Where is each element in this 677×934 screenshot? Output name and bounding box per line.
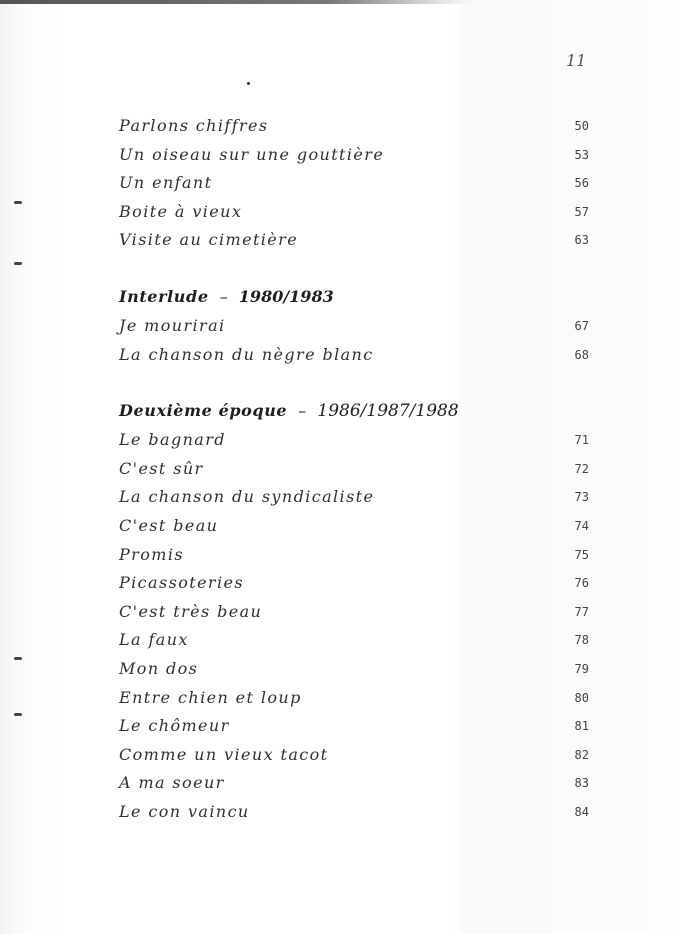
toc-entry-title: Mon dos [119,658,199,678]
toc-entry-page: 53 [574,147,589,162]
toc-entry [119,598,591,627]
section-years: 1980/1983 [238,286,334,306]
toc-entry-title: Le chômeur [119,716,230,736]
toc-entry-page: 67 [574,318,589,333]
toc-entry [119,798,591,827]
toc-entry [119,741,591,770]
toc-entry-page: 75 [574,547,589,562]
toc-entry-page: 71 [574,433,589,448]
toc-entry-title: Visite au cimetière [119,230,299,250]
section-dash: – [298,401,307,421]
toc-entry-page: 77 [574,604,589,619]
toc-entry-title: C'est sûr [119,458,204,478]
section-label: Deuxième époque [119,401,288,421]
toc-entry [119,226,591,255]
toc-entry-page: 84 [574,804,589,819]
toc-entry [119,684,591,713]
toc-entry-title: Je mourirai [119,315,226,335]
toc-entry-title: C'est très beau [119,601,263,621]
section-heading-deuxieme-epoque [119,396,591,426]
toc-entry-title: La faux [119,630,189,650]
margin-mark [14,657,22,660]
toc-entry-title: Promis [119,544,184,564]
page-number: 11 [566,51,587,70]
toc-entry-page: 50 [574,119,589,133]
toc-entry-page: 81 [574,719,589,734]
margin-mark [14,713,22,716]
toc-entry-title: Le con vaincu [119,801,250,821]
toc-entry-title: Entre chien et loup [119,687,302,707]
toc-entry-page: 56 [574,176,589,191]
stray-ink-mark [247,82,250,85]
toc-entry [119,483,591,512]
toc-entry-page: 72 [574,461,589,476]
toc-entry [119,169,591,198]
section-label: Interlude [119,286,209,306]
toc-entry-page: 80 [574,690,589,705]
toc-entry [119,769,591,798]
section-heading-interlude [119,282,591,312]
toc-entry [119,626,591,655]
toc-entry-title: La chanson du nègre blanc [119,344,374,364]
toc-entry-title: C'est beau [119,515,219,535]
toc-entry [119,655,591,684]
toc-entry [119,455,591,484]
table-of-contents [119,112,591,826]
toc-entry-page: 73 [574,490,589,505]
toc-entry [119,541,591,570]
toc-entry-page: 68 [574,347,589,362]
toc-entry-title: Parlons chiffres [119,116,269,135]
page-top-edge [0,0,470,4]
toc-entry-title: A ma soeur [119,773,225,793]
toc-entry [119,198,591,227]
toc-entry-title: Picassoteries [119,573,244,593]
margin-mark [14,262,22,265]
toc-entry-title: Le bagnard [119,430,226,450]
section-dash: – [219,286,228,306]
toc-entry [119,112,591,141]
toc-entry-page: 78 [574,633,589,648]
toc-entry-page: 76 [574,576,589,591]
toc-entry-page: 83 [574,776,589,791]
toc-entry [119,426,591,455]
toc-entry-page: 82 [574,747,589,762]
toc-entry-title: Comme un vieux tacot [119,744,329,764]
toc-entry-page: 79 [574,661,589,676]
toc-entry [119,712,591,741]
toc-entry-title: Un oiseau sur une gouttière [119,144,385,164]
toc-entry [119,512,591,541]
toc-entry [119,569,591,598]
toc-entry [119,312,591,341]
section-years: 1986/1987/1988 [317,401,459,422]
toc-entry [119,141,591,170]
margin-mark [14,201,22,204]
toc-entry-title: Un enfant [119,173,213,193]
toc-entry-title: Boite à vieux [119,201,243,221]
toc-entry-page: 63 [574,233,589,248]
toc-entry-title: La chanson du syndicaliste [119,487,375,507]
toc-entry-page: 74 [574,518,589,533]
toc-entry [119,341,591,370]
toc-entry-page: 57 [574,204,589,219]
